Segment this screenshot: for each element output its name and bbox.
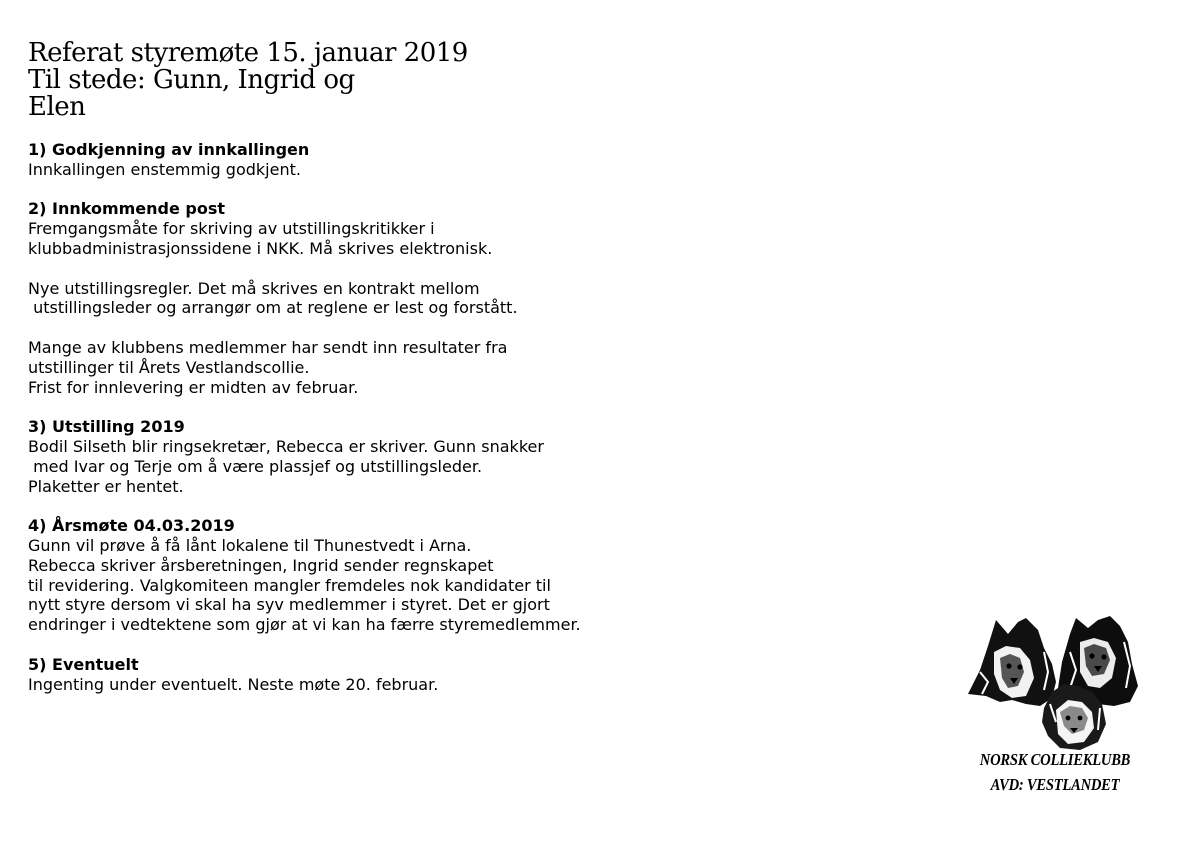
page-title-line: Referat styremøte 15. januar 2019	[28, 38, 468, 68]
text-line: Rebecca skriver årsberetningen, Ingrid sender regnskapet	[28, 555, 494, 575]
logo-club-division: AVD: VESTLANDET	[990, 775, 1120, 794]
text-line: Nye utstillingsregler. Det må skrives en kontrakt mellom	[28, 278, 480, 298]
text-line: klubbadministrasjonssidene i NKK. Må skrives elektronisk.	[28, 238, 493, 258]
section-1	[28, 140, 668, 180]
paragraph	[28, 219, 668, 259]
text-line: Mange av klubbens medlemmer har sendt inn resultater fra	[28, 337, 508, 357]
section-4	[28, 516, 668, 635]
page-title-line: Til stede: Gunn, Ingrid og	[28, 65, 355, 95]
section-2	[28, 199, 668, 397]
text-line: Frist for innlevering er midten av februar.	[28, 377, 359, 397]
logo-club-name: NORSK COLLIEKLUBB	[979, 750, 1131, 769]
text-line: endringer i vedtektene som gjør at vi kan ha færre styremedlemmer.	[28, 615, 581, 635]
text-line: Gunn vil prøve å få lånt lokalene til Thunestvedt i Arna.	[28, 535, 472, 555]
minutes-body	[28, 140, 668, 714]
section-heading: 4) Årsmøte 04.03.2019	[28, 516, 235, 536]
section-heading: 3) Utstilling 2019	[28, 417, 185, 437]
page-title	[28, 40, 468, 121]
text-line: Ingenting under eventuelt. Neste møte 20. februar.	[28, 674, 439, 694]
paragraph	[28, 437, 668, 496]
paragraph	[28, 279, 668, 319]
text-line: Bodil Silseth blir ringsekretær, Rebecca er skriver. Gunn snakker	[28, 436, 544, 456]
text-line: med Ivar og Terje om å være plassjef og utstillingsleder.	[28, 456, 483, 476]
text-line: til revidering. Valgkomiteen mangler fremdeles nok kandidater til	[28, 575, 551, 595]
text-line: utstillinger til Årets Vestlandscollie.	[28, 357, 310, 377]
text-line: Plaketter er hentet.	[28, 476, 184, 496]
section-5	[28, 655, 668, 695]
club-logo	[960, 612, 1150, 802]
paragraph	[28, 675, 668, 695]
text-line: Innkallingen enstemmig godkjent.	[28, 159, 301, 179]
text-line: utstillingsleder og arrangør om at reglene er lest og forstått.	[28, 298, 518, 318]
section-heading: 5) Eventuelt	[28, 654, 139, 674]
page-title-line: Elen	[28, 92, 86, 122]
section-heading: 1) Godkjenning av innkallingen	[28, 140, 310, 159]
section-heading: 2) Innkommende post	[28, 199, 226, 219]
text-line: nytt styre dersom vi skal ha syv medlemmer i styret. Det er gjort	[28, 595, 550, 615]
paragraph	[28, 536, 668, 635]
section-3	[28, 417, 668, 496]
paragraph	[28, 160, 668, 180]
paragraph	[28, 338, 668, 397]
collie-heads-logo-icon	[960, 612, 1150, 752]
text-line: Fremgangsmåte for skriving av utstillingskritikker i	[28, 219, 435, 239]
